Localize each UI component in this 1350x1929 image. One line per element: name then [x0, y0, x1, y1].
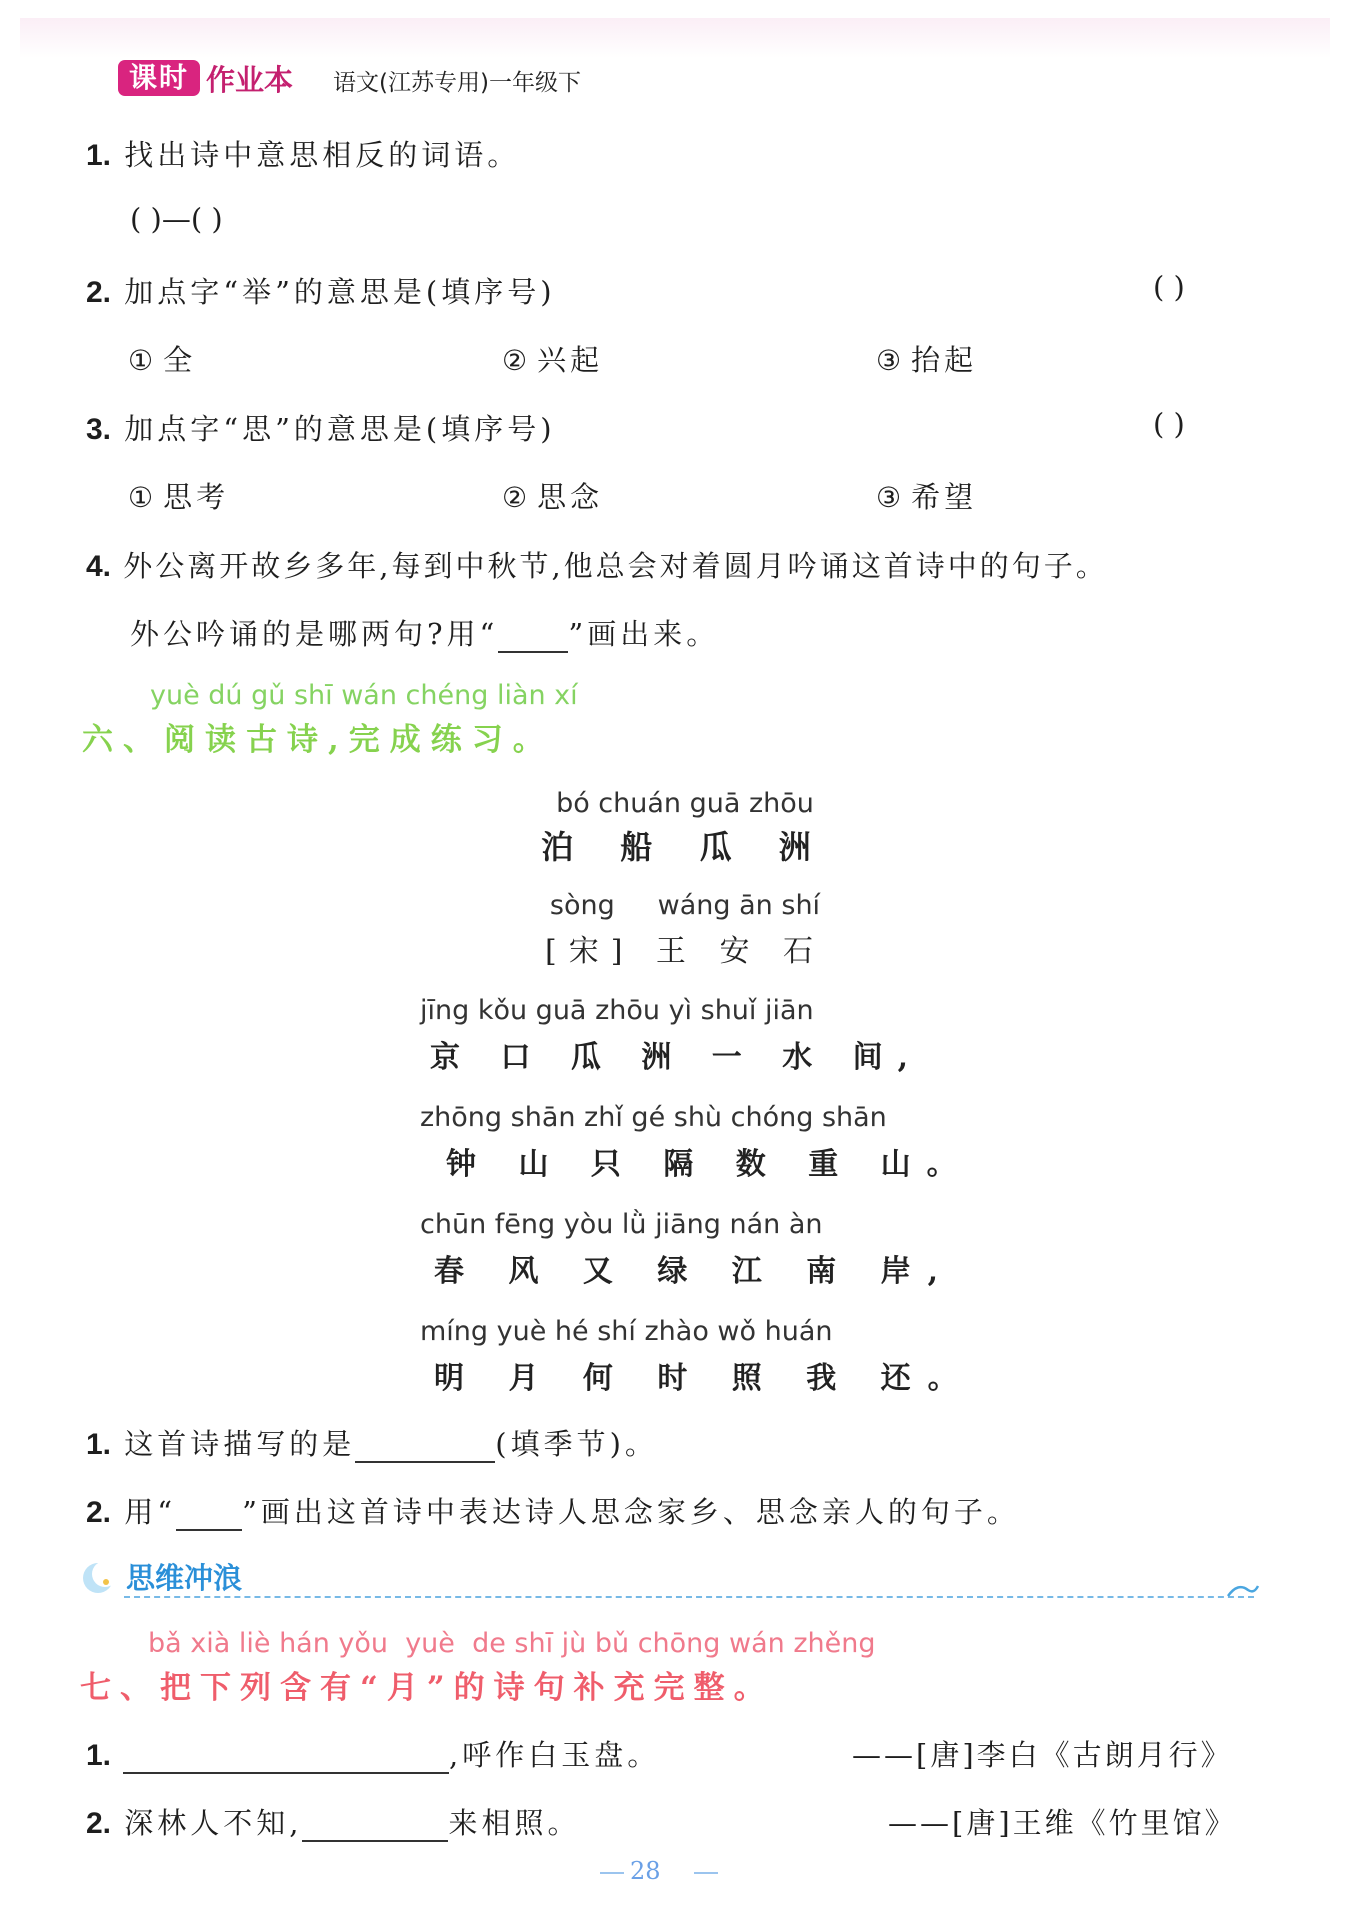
poem-title-pinyin [0, 788, 1350, 819]
thinking-banner-title: 思维冲浪 [126, 1561, 243, 1595]
poem-title-text: 泊 船 瓜 洲 [541, 828, 829, 866]
question-number: 2. [86, 276, 112, 309]
question-text: ”画出这首诗中表达诗人思念家乡、思念亲人的句子。 [242, 1495, 1020, 1529]
section-6-pinyin: yuè dú gǔ shī wán chéng liàn xí [150, 680, 578, 711]
poem-title [0, 822, 1350, 868]
poem-source: ——[唐]王维《竹里馆》 [888, 1806, 1237, 1840]
question-3 [86, 407, 556, 448]
poem-author-text: [宋] 王 安 石 [544, 934, 826, 969]
option-2[interactable] [502, 338, 603, 379]
question-text: ,呼作白玉盘。 [449, 1738, 661, 1772]
option-label: 思考 [163, 480, 230, 514]
option-1[interactable] [128, 338, 196, 379]
pinyin-text: sòng wáng ān shí [549, 890, 821, 921]
poem-line-1 [420, 995, 923, 1076]
antonym-answer-blanks[interactable]: ( )—( ) [130, 202, 223, 236]
pinyin-text: zhōng shān zhǐ gé shù chóng shān [420, 1102, 887, 1133]
option-1[interactable] [128, 475, 229, 516]
question-number: 2. [86, 1496, 112, 1529]
option-2[interactable] [502, 475, 603, 516]
poem-source: ——[唐]李白《古朗月行》 [852, 1738, 1233, 1772]
question-2 [86, 270, 556, 311]
poem-author [0, 926, 1350, 970]
poem-line-text: 明 月 何 时 照 我 还。 [434, 1361, 975, 1396]
question-number: 1. [86, 1428, 112, 1461]
option-3[interactable] [876, 338, 977, 379]
question-text: 用“ [124, 1495, 177, 1529]
option-label: 抬起 [911, 343, 978, 377]
poem-question-2 [86, 1490, 1020, 1531]
option-marker: ② [502, 344, 528, 377]
option-marker: ① [128, 344, 154, 377]
option-marker: ② [502, 481, 528, 514]
page-number: 28 [630, 1857, 661, 1885]
pinyin-text: chūn fēng yòu lǜ jiāng nán àn [420, 1209, 823, 1240]
poem-line-text: 春 风 又 绿 江 南 岸, [434, 1254, 956, 1289]
option-label: 思念 [537, 480, 604, 514]
question-text: 加点字“举”的意思是(填序号) [124, 275, 556, 309]
question-text: 找出诗中意思相反的词语。 [124, 138, 521, 172]
question-number: 1. [86, 1739, 112, 1772]
poem-line-text: 京 口 瓜 洲 一 水 间, [430, 1040, 924, 1075]
pinyin-text: jīng kǒu guā zhōu yì shuǐ jiān [420, 995, 814, 1026]
pinyin-text: bó chuán guā zhōu [556, 788, 814, 819]
question-text: 外公吟诵的是哪两句?用“ [130, 617, 499, 651]
banner-divider [124, 1596, 1254, 1598]
poem-line-3 [420, 1209, 955, 1290]
section-7-pinyin: bǎ xià liè hán yǒu yuè de shī jù bǔ chōng wán zhěng [148, 1628, 876, 1659]
wave-icon [1226, 1578, 1260, 1600]
poem-fill-item-2 [86, 1801, 580, 1842]
option-label: 兴起 [537, 343, 604, 377]
question-text: ”画出来。 [568, 617, 720, 651]
header-subtitle: 语文(江苏专用)一年级下 [333, 70, 581, 96]
question-4 [86, 544, 1108, 585]
header-band [20, 18, 1330, 58]
poem-line-2 [420, 1102, 973, 1183]
poem-line-4 [420, 1316, 975, 1397]
option-label: 希望 [911, 480, 978, 514]
poem-question-1 [86, 1422, 658, 1463]
poem-line-text: 钟 山 只 隔 数 重 山。 [446, 1147, 973, 1182]
question-1 [86, 133, 520, 174]
option-3[interactable] [876, 475, 977, 516]
section-6-title: 六、阅读古诗,完成练习。 [82, 722, 554, 758]
question-text: 来相照。 [448, 1806, 581, 1840]
page-number-rule-left [600, 1872, 624, 1874]
moon-icon [78, 1558, 118, 1598]
question-text: 这首诗描写的是 [124, 1427, 356, 1461]
option-marker: ① [128, 481, 154, 514]
section-7-title: 七、把下列含有“月”的诗句补充完整。 [80, 1670, 774, 1706]
verse-answer-blank[interactable] [302, 1810, 448, 1842]
poem-fill-item-1 [86, 1733, 660, 1774]
page-number-rule-right [694, 1872, 718, 1874]
option-marker: ③ [876, 481, 902, 514]
question-text: (填季节)。 [495, 1427, 658, 1461]
question-number: 1. [86, 139, 112, 172]
brand-logo: 课时 [118, 60, 200, 96]
season-answer-blank[interactable] [355, 1431, 495, 1463]
option-marker: ③ [876, 344, 902, 377]
answer-paren[interactable]: ( ) [1153, 407, 1185, 441]
question-text: 加点字“思”的意思是(填序号) [124, 412, 556, 446]
underline-sample [498, 621, 568, 653]
underline-sample [176, 1499, 242, 1531]
question-number: 4. [86, 550, 112, 583]
question-4-line2 [130, 612, 719, 653]
question-text: 外公离开故乡多年,每到中秋节,他总会对着圆月吟诵这首诗中的句子。 [123, 549, 1108, 583]
answer-paren[interactable]: ( ) [1153, 270, 1185, 304]
question-number: 3. [86, 413, 112, 446]
question-number: 2. [86, 1807, 112, 1840]
poem-author-pinyin [0, 890, 1350, 921]
pinyin-text: míng yuè hé shí zhào wǒ huán [420, 1316, 833, 1347]
verse-answer-blank[interactable] [123, 1742, 449, 1774]
brand-name: 作业本 [206, 63, 294, 97]
question-text: 深林人不知, [124, 1806, 303, 1840]
option-label: 全 [163, 343, 197, 377]
